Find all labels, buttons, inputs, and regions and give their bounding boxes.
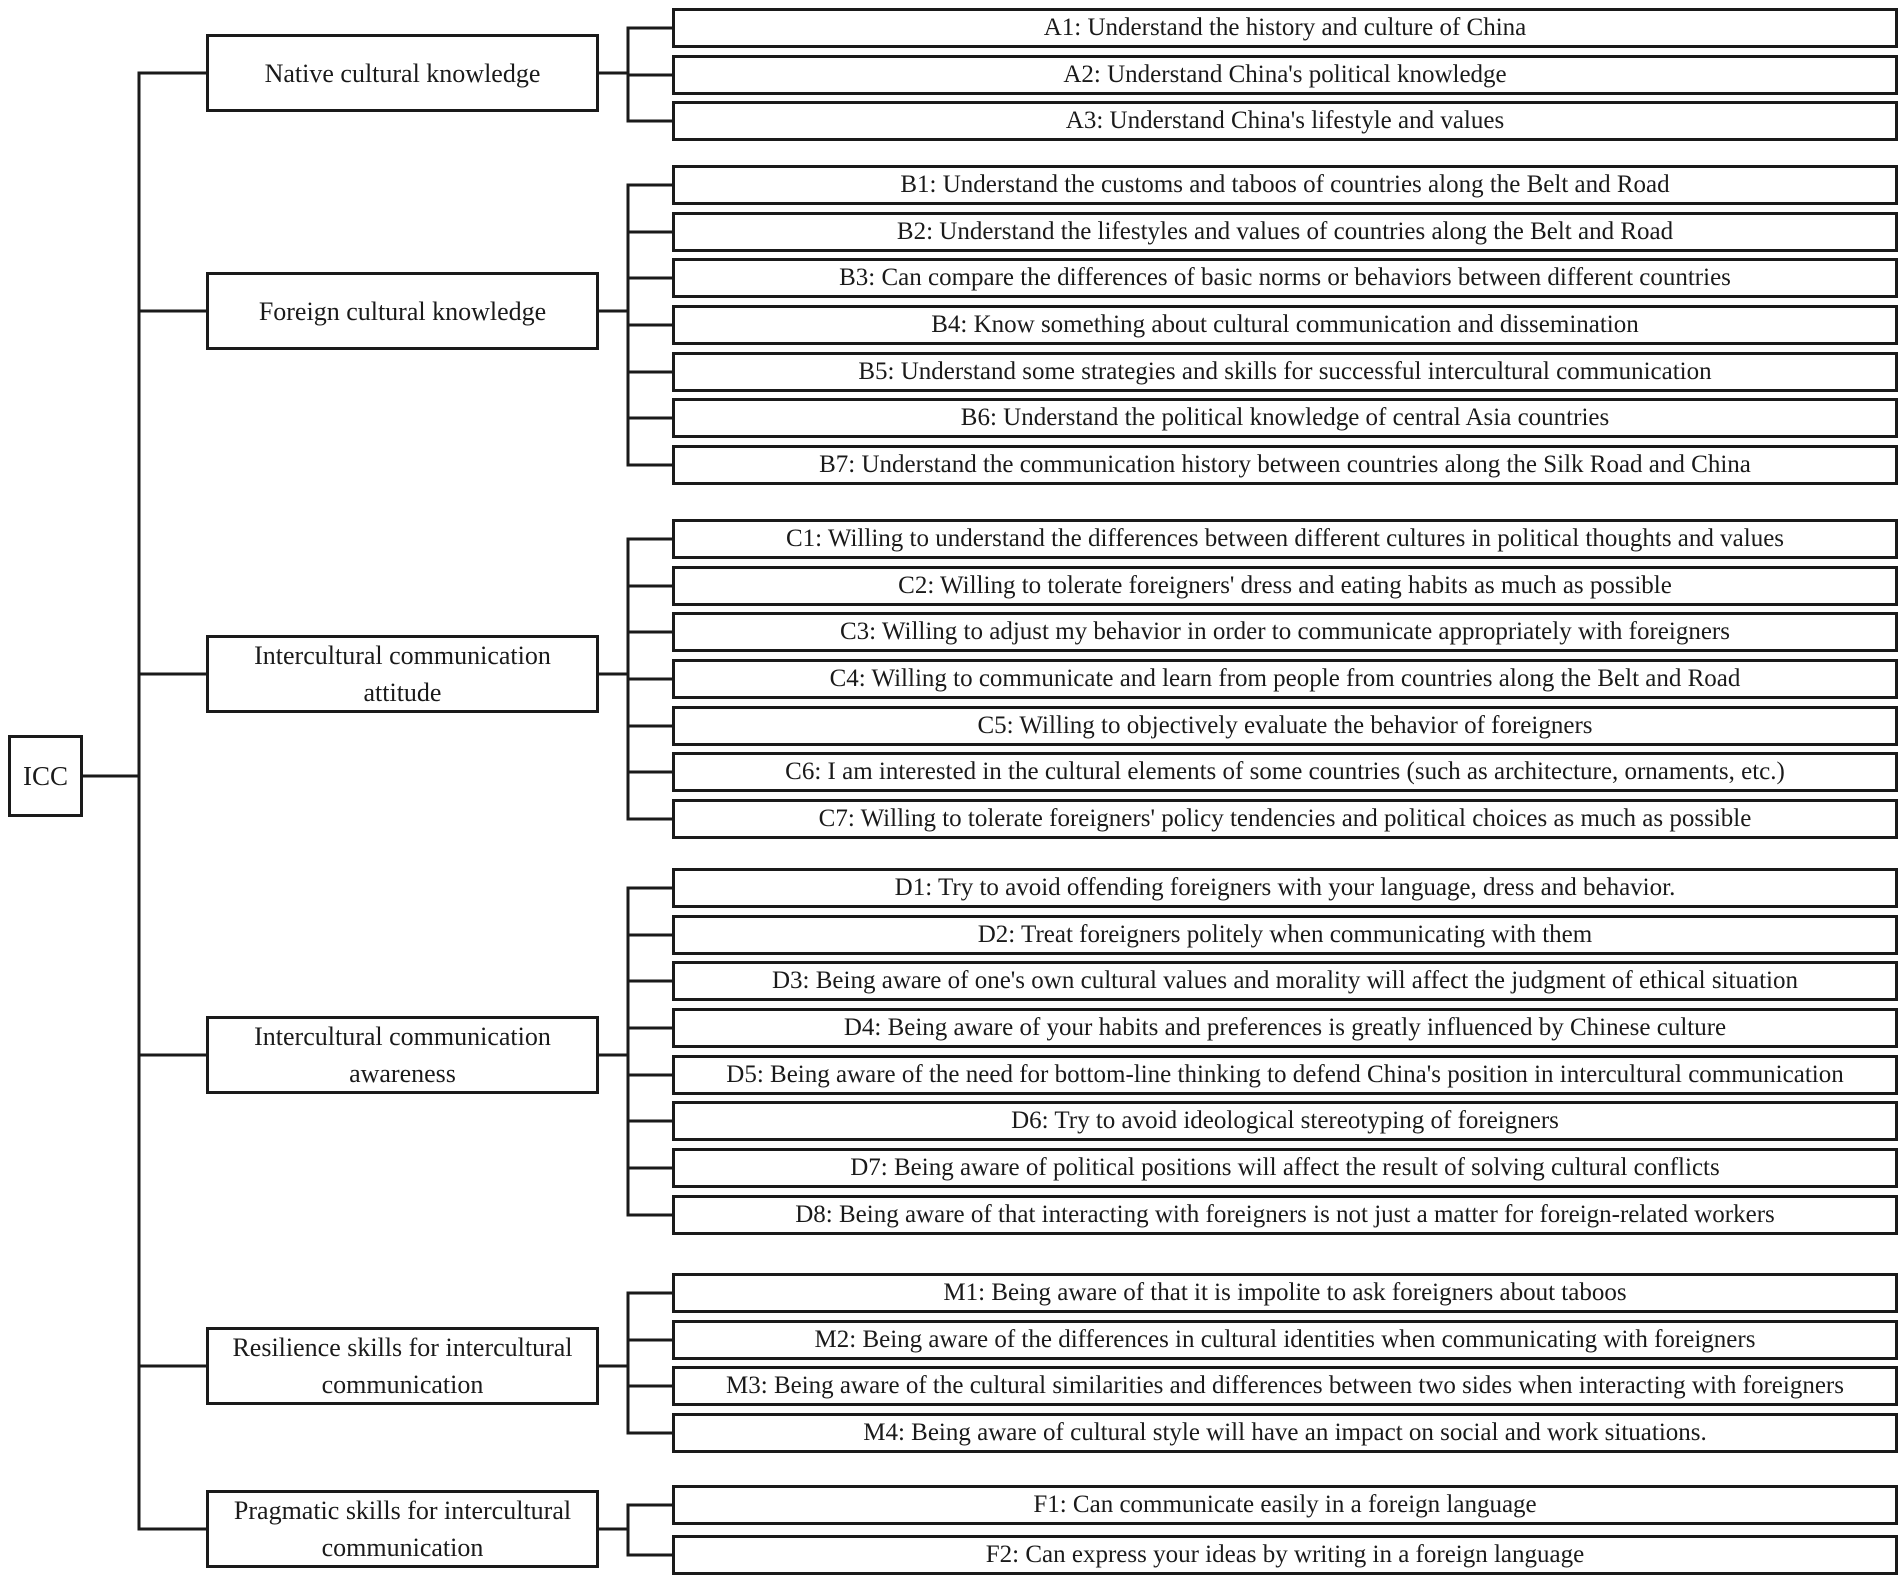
item-node: C7: Willing to tolerate foreigners' policy tendencies and political choices as much as possible [672,799,1898,839]
item-node: C4: Willing to communicate and learn from people from countries along the Belt and Road [672,659,1898,699]
item-node: D3: Being aware of one's own cultural values and morality will affect the judgment of ethical situation [672,961,1898,1001]
category-node: Native cultural knowledge [206,34,599,112]
item-node: F2: Can express your ideas by writing in a foreign language [672,1535,1898,1575]
item-node: A2: Understand China's political knowledge [672,55,1898,95]
item-node: C3: Willing to adjust my behavior in order to communicate appropriately with foreigners [672,612,1898,652]
item-node: D7: Being aware of political positions will affect the result of solving cultural conflicts [672,1148,1898,1188]
item-node: D6: Try to avoid ideological stereotyping of foreigners [672,1101,1898,1141]
item-node: D2: Treat foreigners politely when communicating with them [672,915,1898,955]
item-node: B7: Understand the communication history between countries along the Silk Road and China [672,445,1898,485]
item-node: C5: Willing to objectively evaluate the behavior of foreigners [672,706,1898,746]
item-node: B2: Understand the lifestyles and values of countries along the Belt and Road [672,212,1898,252]
item-node: A3: Understand China's lifestyle and values [672,101,1898,141]
category-node: Intercultural communication awareness [206,1016,599,1094]
item-node: M4: Being aware of cultural style will have an impact on social and work situations. [672,1413,1898,1453]
root-node: ICC [8,735,83,817]
item-node: D5: Being aware of the need for bottom-line thinking to defend China's position in intercultural communication [672,1055,1898,1095]
category-node: Pragmatic skills for intercultural communication [206,1490,599,1568]
item-node: D1: Try to avoid offending foreigners with your language, dress and behavior. [672,868,1898,908]
item-node: F1: Can communicate easily in a foreign language [672,1485,1898,1525]
item-node: C2: Willing to tolerate foreigners' dress and eating habits as much as possible [672,566,1898,606]
category-node: Resilience skills for intercultural communication [206,1327,599,1405]
category-node: Foreign cultural knowledge [206,272,599,350]
category-node: Intercultural communication attitude [206,635,599,713]
item-node: C6: I am interested in the cultural elements of some countries (such as architecture, ornaments, etc.) [672,752,1898,792]
item-node: B6: Understand the political knowledge of central Asia countries [672,398,1898,438]
item-node: D4: Being aware of your habits and preferences is greatly influenced by Chinese culture [672,1008,1898,1048]
item-node: M1: Being aware of that it is impolite to ask foreigners about taboos [672,1273,1898,1313]
item-node: C1: Willing to understand the differences between different cultures in political thoughts and values [672,519,1898,559]
item-node: A1: Understand the history and culture of China [672,8,1898,48]
item-node: B1: Understand the customs and taboos of countries along the Belt and Road [672,165,1898,205]
item-node: D8: Being aware of that interacting with foreigners is not just a matter for foreign-related workers [672,1195,1898,1235]
item-node: B5: Understand some strategies and skills for successful intercultural communication [672,352,1898,392]
item-node: M3: Being aware of the cultural similarities and differences between two sides when interacting with foreigners [672,1366,1898,1406]
item-node: B4: Know something about cultural communication and dissemination [672,305,1898,345]
item-node: M2: Being aware of the differences in cultural identities when communicating with foreigners [672,1320,1898,1360]
item-node: B3: Can compare the differences of basic norms or behaviors between different countries [672,258,1898,298]
